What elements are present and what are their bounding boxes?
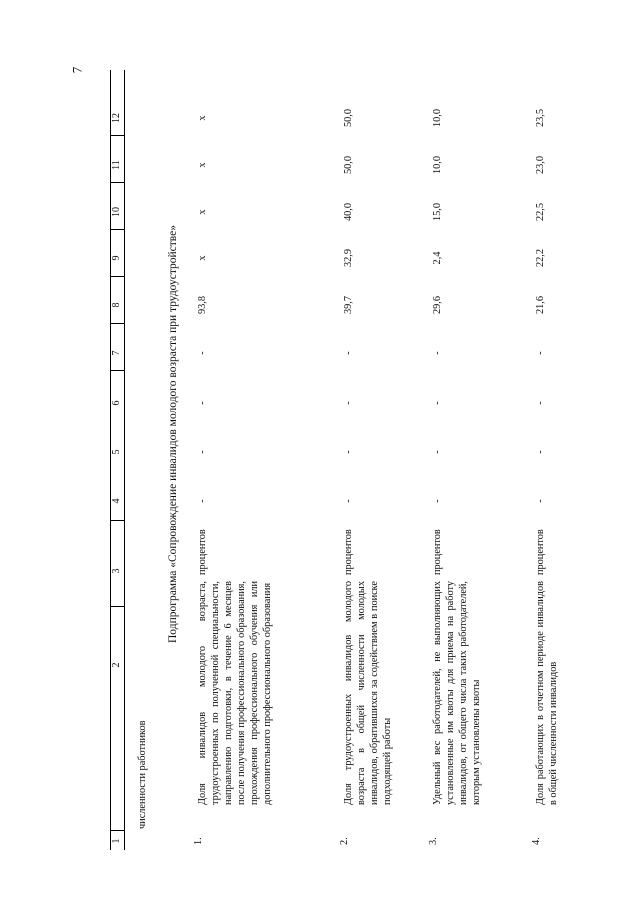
unit: процентов [197,529,208,575]
column-number: 2 [111,662,122,668]
lead-text: численности работников [137,720,148,829]
column-number: 7 [111,350,122,356]
header-bottom-line [124,70,125,850]
row-number: 4. [531,837,542,845]
value-col-4: - [535,499,546,503]
indicator-name: Доля работающих в отчетном периоде инвалидов в общей численности инвалидов [535,581,559,805]
value-col-6: - [197,401,208,405]
value-col-10: 40,0 [343,202,354,222]
value-col-8: 21,6 [535,295,546,315]
column-number: 12 [111,113,122,123]
value-col-10: 15,0 [432,202,443,222]
unit: процентов [343,529,354,575]
column-number: 3 [111,568,122,574]
unit: процентов [432,529,443,575]
value-col-5: - [343,450,354,454]
value-col-4: - [343,499,354,503]
value-col-12: 50,0 [343,108,354,128]
column-number: 6 [111,400,122,406]
value-col-8: 93,8 [197,295,208,315]
column-number: 4 [111,498,122,504]
value-col-5: - [535,450,546,454]
subprogram-title: Подпрограмма «Сопровождение инвалидов молодого возраста при трудоустройстве» [167,224,179,643]
value-col-6: - [432,401,443,405]
value-col-12: 10,0 [432,108,443,128]
value-col-10: 22,5 [535,202,546,222]
header-separator [110,606,124,607]
page-number: 7 [69,66,85,74]
value-col-9: 22,2 [535,248,546,268]
value-col-9: x [197,255,208,261]
value-col-11: 10,0 [432,155,443,175]
value-col-9: 32,9 [343,248,354,268]
value-col-6: - [535,401,546,405]
column-number: 5 [111,449,122,455]
value-col-5: - [432,450,443,454]
column-number: 9 [111,255,122,261]
column-number: 1 [111,838,122,844]
column-number: 8 [111,302,122,308]
value-col-8: 39,7 [343,295,354,315]
value-col-7: - [535,351,546,355]
value-col-10: x [197,209,208,215]
value-col-5: - [197,450,208,454]
column-number: 11 [111,160,122,170]
value-col-7: - [343,351,354,355]
indicator-name: Удельный вес работодателей, не выполняющих установленные им квоты для приема на работу инвалидов, от общего числа таких работодателей, которым установлены квоты [432,581,482,805]
row-number: 3. [428,837,439,845]
value-col-8: 29,6 [432,295,443,315]
value-col-6: - [343,401,354,405]
row-number: 1. [193,837,204,845]
unit: процентов [535,529,546,575]
value-col-12: x [197,115,208,121]
column-number: 10 [111,207,122,217]
value-col-11: 50,0 [343,155,354,175]
value-col-4: - [197,499,208,503]
value-col-11: x [197,162,208,168]
value-col-11: 23,0 [535,155,546,175]
value-col-7: - [197,351,208,355]
row-number: 2. [339,837,350,845]
value-col-4: - [432,499,443,503]
value-col-12: 23,5 [535,108,546,128]
value-col-7: - [432,351,443,355]
value-col-9: 2,4 [432,251,443,265]
indicator-name: Доля инвалидов молодого возраста, трудоустроенных по полученной специальности, направлению подготовки, в течение 6 месяцев после получения профессионального образования, прохождения профессионального обучения или дополнительного профессионального образования [197,581,273,805]
indicator-name: Доля трудоустроенных инвалидов молодого возраста в общей численности молодых инвалидов, обратившихся за содействием в поиске подходящей работы [343,581,393,805]
